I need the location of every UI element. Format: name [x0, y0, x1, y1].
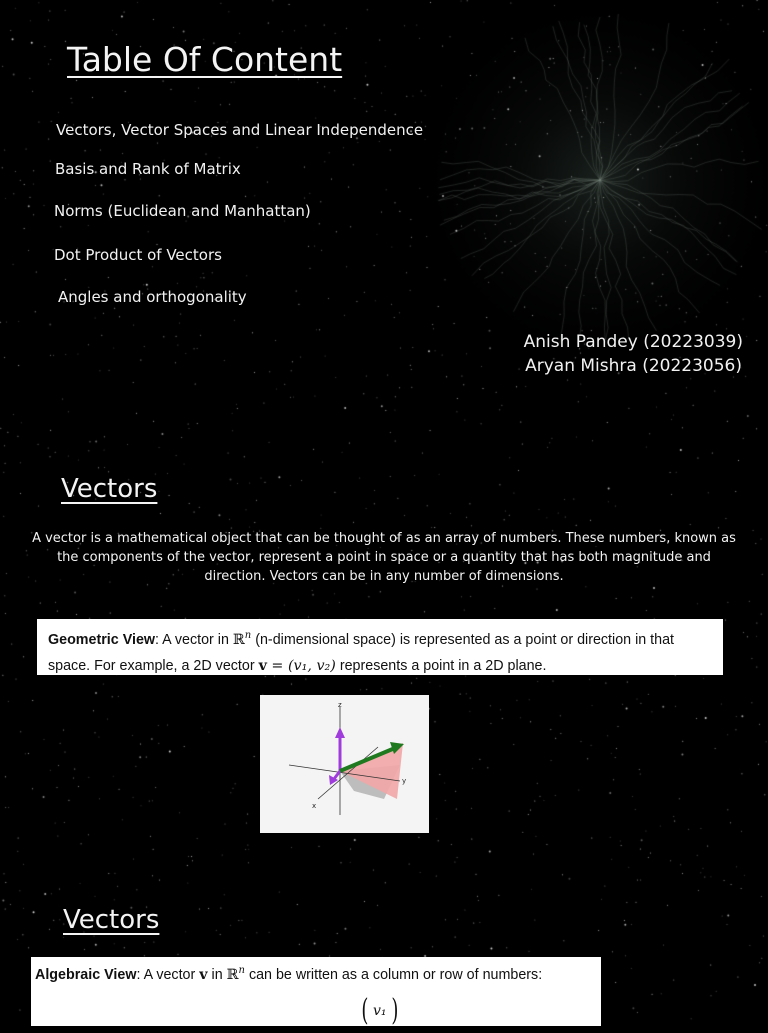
- vector-tuple: (v₁, v₂): [287, 657, 336, 674]
- vectors-title: Vectors: [61, 474, 158, 504]
- algebraic-view-box: [31, 957, 601, 1026]
- vectors-title-2: Vectors: [63, 905, 160, 935]
- y-axis-label: y: [402, 777, 407, 785]
- author-2: Aryan Mishra (20223056): [525, 356, 742, 376]
- column-vector: [359, 993, 403, 1033]
- geometric-view-box: [37, 619, 723, 675]
- equals-sign: =: [266, 657, 288, 674]
- x-axis-label: x: [312, 802, 317, 810]
- geometric-text-3: represents a point in a 2D plane.: [335, 657, 547, 674]
- author-1: Anish Pandey (20223039): [523, 332, 743, 352]
- geometric-text-1: : A vector in: [155, 631, 233, 648]
- right-paren: ): [391, 993, 399, 1028]
- algebraic-view-line: [35, 959, 601, 987]
- first-component: v₁: [373, 1003, 387, 1019]
- toc-item-basis-rank: Basis and Rank of Matrix: [55, 160, 241, 178]
- toc-item-angles: Angles and orthogonality: [58, 288, 247, 306]
- vector-definition-paragraph: A vector is a mathematical object that can be thought of as an array of numbers. These numbers, known as the components of the vector, represent a point in space or a quantity that has both magnitude and direction. Vectors can be in any number of dimensions.: [32, 531, 736, 584]
- algebraic-text-3: can be written as a column or row of numbers:: [244, 966, 543, 983]
- algebraic-view-label: Algebraic View: [35, 966, 137, 983]
- geometric-text-2: (n-dimensional space) is represented as a point or direction in that space. For example, a 2D vector: [48, 631, 675, 674]
- toc-item-norms: Norms (Euclidean and Manhattan): [54, 202, 311, 220]
- left-paren: (: [361, 993, 369, 1028]
- algebraic-vector-v: v: [199, 966, 208, 983]
- vector-3d-diagram: [260, 695, 429, 833]
- z-axis-label: z: [338, 701, 342, 709]
- vector-v-symbol: v: [258, 657, 267, 674]
- geometric-view-label: Geometric View: [48, 631, 156, 648]
- algebraic-text-1: : A vector: [136, 966, 200, 983]
- toc-title: Table Of Content: [67, 40, 343, 79]
- vector-3d-svg: [260, 695, 429, 833]
- toc-item-dot-product: Dot Product of Vectors: [54, 246, 222, 264]
- algebraic-text-2: in: [207, 966, 227, 983]
- toc-item-vectors: Vectors, Vector Spaces and Linear Independence: [56, 121, 424, 139]
- algebraic-real-space: ℝ$^n$: [226, 965, 245, 983]
- real-space-symbol: ℝ$^n$: [232, 630, 252, 648]
- z-arrowhead: [335, 727, 345, 738]
